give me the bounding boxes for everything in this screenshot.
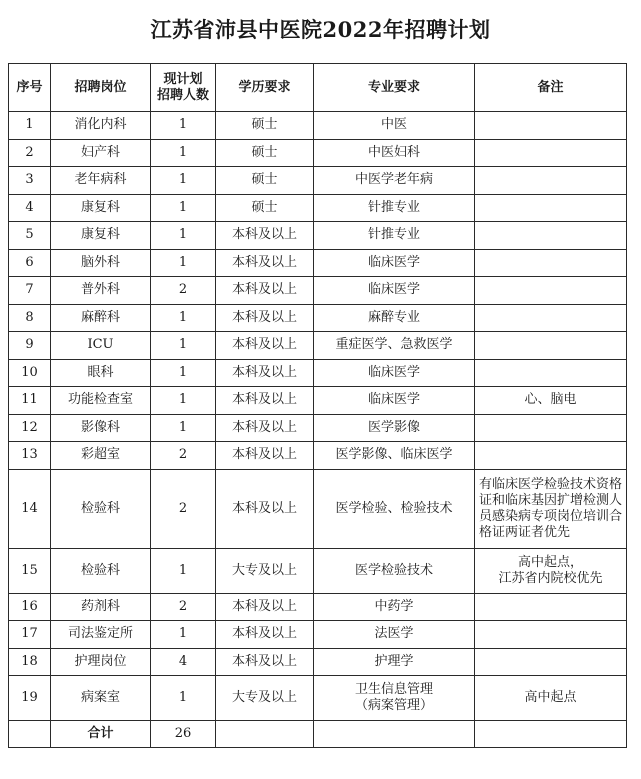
cell-major: 麻醉专业: [314, 304, 475, 332]
cell-position: 检验科: [51, 469, 151, 548]
cell-position: 康复科: [51, 194, 151, 222]
cell-no: 19: [9, 676, 51, 721]
recruitment-table: [8, 63, 627, 748]
cell-major: 临床医学: [314, 387, 475, 415]
table-row: [9, 167, 627, 195]
cell-major: 医学检验技术: [314, 548, 475, 593]
cell-remark: [475, 721, 627, 748]
cell-no: 11: [9, 387, 51, 415]
cell-position: 眼科: [51, 359, 151, 387]
cell-no: 14: [9, 469, 51, 548]
cell-position: 病案室: [51, 676, 151, 721]
cell-education: 本科及以上: [216, 414, 314, 442]
cell-major: 护理学: [314, 648, 475, 676]
cell-no: 12: [9, 414, 51, 442]
cell-education: 本科及以上: [216, 359, 314, 387]
page-title: 江苏省沛县中医院2022年招聘计划: [150, 17, 491, 42]
cell-no: 10: [9, 359, 51, 387]
cell-education: 本科及以上: [216, 621, 314, 649]
cell-no: 1: [9, 112, 51, 140]
cell-count: 4: [151, 648, 216, 676]
header-no: 序号: [9, 64, 51, 112]
cell-remark: [475, 593, 627, 621]
cell-education: 本科及以上: [216, 277, 314, 305]
table-header-row: [9, 64, 627, 112]
cell-major: 针推专业: [314, 222, 475, 250]
cell-count: 1: [151, 621, 216, 649]
cell-major: 法医学: [314, 621, 475, 649]
cell-remark: [475, 139, 627, 167]
cell-count: 2: [151, 277, 216, 305]
cell-education: 本科及以上: [216, 469, 314, 548]
cell-education: [216, 721, 314, 748]
cell-remark: [475, 167, 627, 195]
cell-major: 医学影像: [314, 414, 475, 442]
cell-count: 1: [151, 676, 216, 721]
cell-remark: [475, 621, 627, 649]
cell-education: 本科及以上: [216, 648, 314, 676]
cell-major: 中医妇科: [314, 139, 475, 167]
cell-count: 1: [151, 112, 216, 140]
cell-remark: 高中起点: [475, 676, 627, 721]
cell-count: 1: [151, 414, 216, 442]
cell-count: 1: [151, 387, 216, 415]
cell-major-line1: 卫生信息管理: [354, 682, 433, 697]
cell-no: 17: [9, 621, 51, 649]
cell-position: 药剂科: [51, 593, 151, 621]
cell-no: [9, 721, 51, 748]
cell-position: 妇产科: [51, 139, 151, 167]
cell-position: 麻醉科: [51, 304, 151, 332]
cell-position: 影像科: [51, 414, 151, 442]
cell-no: 8: [9, 304, 51, 332]
header-position: 招聘岗位: [51, 64, 151, 112]
cell-education: 本科及以上: [216, 304, 314, 332]
cell-major: 针推专业: [314, 194, 475, 222]
cell-remark: [475, 112, 627, 140]
table-row: [9, 648, 627, 676]
cell-education: 硕士: [216, 139, 314, 167]
table-row: [9, 621, 627, 649]
cell-position: 功能检查室: [51, 387, 151, 415]
cell-education: 硕士: [216, 167, 314, 195]
cell-remark-line1: 高中起点，: [517, 554, 583, 570]
cell-no: 5: [9, 222, 51, 250]
cell-count: 1: [151, 304, 216, 332]
cell-no: 13: [9, 442, 51, 470]
table-row: [9, 139, 627, 167]
cell-no: 16: [9, 593, 51, 621]
cell-major: [314, 721, 475, 748]
cell-count: 1: [151, 139, 216, 167]
cell-major-line2: （病案管理）: [354, 698, 433, 713]
table-row: [9, 387, 627, 415]
cell-no: 4: [9, 194, 51, 222]
cell-count: 1: [151, 167, 216, 195]
cell-major: 临床医学: [314, 277, 475, 305]
cell-education: 本科及以上: [216, 332, 314, 360]
cell-education: 硕士: [216, 112, 314, 140]
table-row: [9, 676, 627, 721]
header-remark: 备注: [475, 64, 627, 112]
cell-count: 1: [151, 332, 216, 360]
cell-remark: [475, 304, 627, 332]
table-row: [9, 249, 627, 277]
cell-major: 重症医学、急救医学: [314, 332, 475, 360]
cell-education: 大专及以上: [216, 548, 314, 593]
cell-major: 医学检验、检验技术: [314, 469, 475, 548]
cell-education: 本科及以上: [216, 442, 314, 470]
table-row: [9, 304, 627, 332]
header-major: 专业要求: [314, 64, 475, 112]
cell-count: 1: [151, 548, 216, 593]
cell-major: 中药学: [314, 593, 475, 621]
table-row: [9, 593, 627, 621]
cell-count: 2: [151, 442, 216, 470]
cell-remark: [475, 442, 627, 470]
total-row: [9, 721, 627, 748]
cell-remark: [475, 548, 627, 593]
cell-major: 医学影像、临床医学: [314, 442, 475, 470]
cell-remark: [475, 332, 627, 360]
cell-count: 1: [151, 249, 216, 277]
cell-education: 硕士: [216, 194, 314, 222]
cell-position: 普外科: [51, 277, 151, 305]
cell-no: 2: [9, 139, 51, 167]
cell-position: 老年病科: [51, 167, 151, 195]
cell-major: 临床医学: [314, 359, 475, 387]
cell-remark: [475, 648, 627, 676]
cell-remark: 有临床医学检验技术资格证和临床基因扩增检测人员感染病专项岗位培训合格证两证者优先: [475, 469, 627, 548]
table-row: [9, 548, 627, 593]
table-row: [9, 194, 627, 222]
cell-position: 消化内科: [51, 112, 151, 140]
cell-education: 本科及以上: [216, 249, 314, 277]
cell-education: 本科及以上: [216, 387, 314, 415]
cell-remark: [475, 277, 627, 305]
table-row: [9, 222, 627, 250]
cell-position: ICU: [51, 332, 151, 360]
table-row: [9, 359, 627, 387]
cell-position: 脑外科: [51, 249, 151, 277]
cell-count: 1: [151, 222, 216, 250]
cell-no: 3: [9, 167, 51, 195]
cell-education: 本科及以上: [216, 593, 314, 621]
cell-count: 2: [151, 469, 216, 548]
table-row: [9, 112, 627, 140]
table-row: [9, 442, 627, 470]
cell-position: 检验科: [51, 548, 151, 593]
cell-position: 司法鉴定所: [51, 621, 151, 649]
table-row: [9, 332, 627, 360]
cell-count: 1: [151, 359, 216, 387]
header-education: 学历要求: [216, 64, 314, 112]
cell-education: 本科及以上: [216, 222, 314, 250]
cell-major: 临床医学: [314, 249, 475, 277]
cell-remark: [475, 249, 627, 277]
cell-no: 9: [9, 332, 51, 360]
cell-remark: [475, 359, 627, 387]
cell-major: [314, 676, 475, 721]
total-count: 26: [151, 721, 216, 748]
cell-no: 15: [9, 548, 51, 593]
cell-position: 康复科: [51, 222, 151, 250]
cell-count: 1: [151, 194, 216, 222]
cell-remark: [475, 194, 627, 222]
cell-remark: 心、脑电: [475, 387, 627, 415]
cell-position: 彩超室: [51, 442, 151, 470]
header-count-line1: 现计划: [163, 71, 203, 87]
table-row: [9, 277, 627, 305]
table-row: [9, 414, 627, 442]
cell-no: 18: [9, 648, 51, 676]
table-row: [9, 469, 627, 548]
cell-remark: [475, 414, 627, 442]
cell-major: 中医学老年病: [314, 167, 475, 195]
cell-no: 6: [9, 249, 51, 277]
cell-major: 中医: [314, 112, 475, 140]
cell-no: 7: [9, 277, 51, 305]
cell-count: 2: [151, 593, 216, 621]
header-count-line2: 招聘人数: [156, 87, 209, 103]
cell-remark-line2: 江苏省内院校优先: [498, 570, 603, 586]
total-label: 合计: [51, 721, 151, 748]
header-count: [151, 64, 216, 112]
cell-position: 护理岗位: [51, 648, 151, 676]
cell-remark: [475, 222, 627, 250]
cell-education: 大专及以上: [216, 676, 314, 721]
